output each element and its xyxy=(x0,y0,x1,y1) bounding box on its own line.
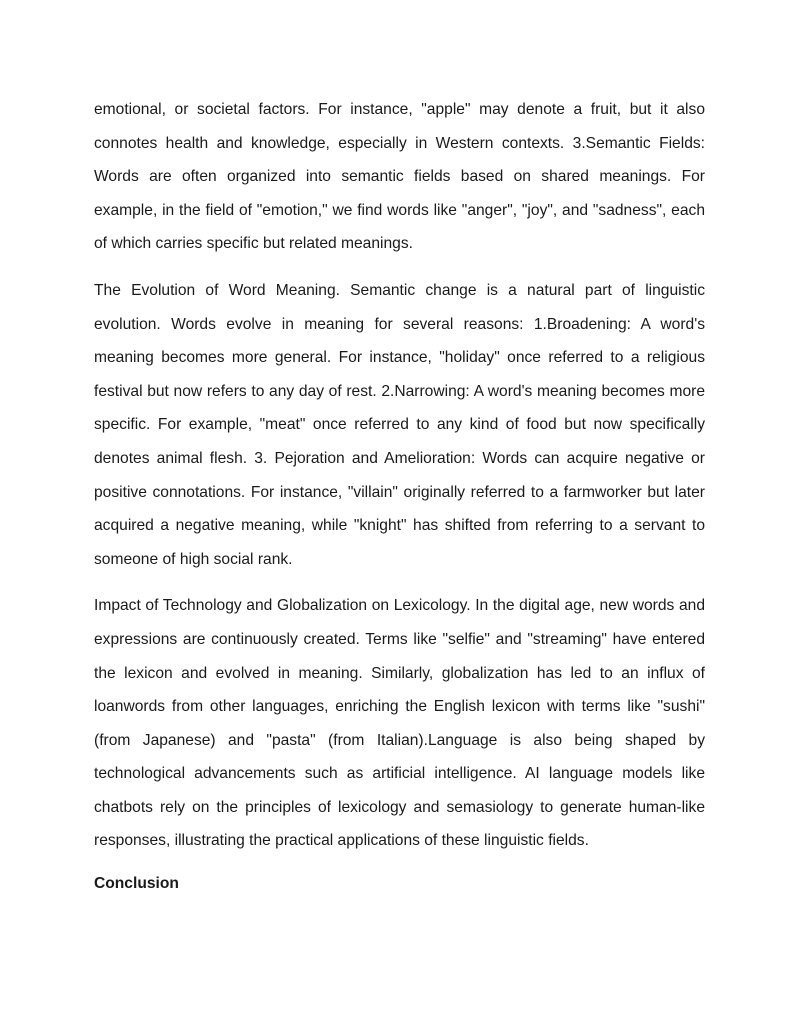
paragraph-technology-globalization: Impact of Technology and Globalization on Lexicology. In the digital age, new words and expressions are continuously created. Terms like "selfie" and "streaming" have entered the lexicon and evolved in meaning. Similarly, globalization has led to an influx of loanwords from other languages, enriching the English lexicon with terms like "sushi" (from Japanese) and "pasta" (from Italian).Language is also being shaped by technological advancements such as artificial intelligence. AI language models like chatbots rely on the principles of lexicology and semasiology to generate human-like responses, illustrating the practical applications of these linguistic fields. xyxy=(94,597,705,850)
paragraph-evolution-of-meaning: The Evolution of Word Meaning. Semantic change is a natural part of linguistic evolution. Words evolve in meaning for several reasons: 1.Broadening: A word's meaning becomes more general. For instance, "holiday" once referred to a religious festival but now refers to any day of rest. 2.Narrowing: A word's meaning becomes more specific. For example, "meat" once referred to any kind of food but now specifically denotes animal flesh. 3. Pejoration and Amelioration: Words can acquire negative or positive connotations. For instance, "villain" originally referred to a farmworker but later acquired a negative meaning, while "knight" has shifted from referring to a servant to someone of high social rank. xyxy=(94,281,705,568)
paragraph-semantic-fields: emotional, or societal factors. For instance, "apple" may denote a fruit, but it also connotes health and knowledge, especially in Western contexts. 3.Semantic Fields: Words are often organized into semantic fields based on shared meanings. For example, in the field of "emotion," we find words like "anger", "joy", and "sadness", each of which carries specific but related meanings. xyxy=(94,101,705,253)
section-heading-conclusion: Conclusion xyxy=(94,875,179,893)
